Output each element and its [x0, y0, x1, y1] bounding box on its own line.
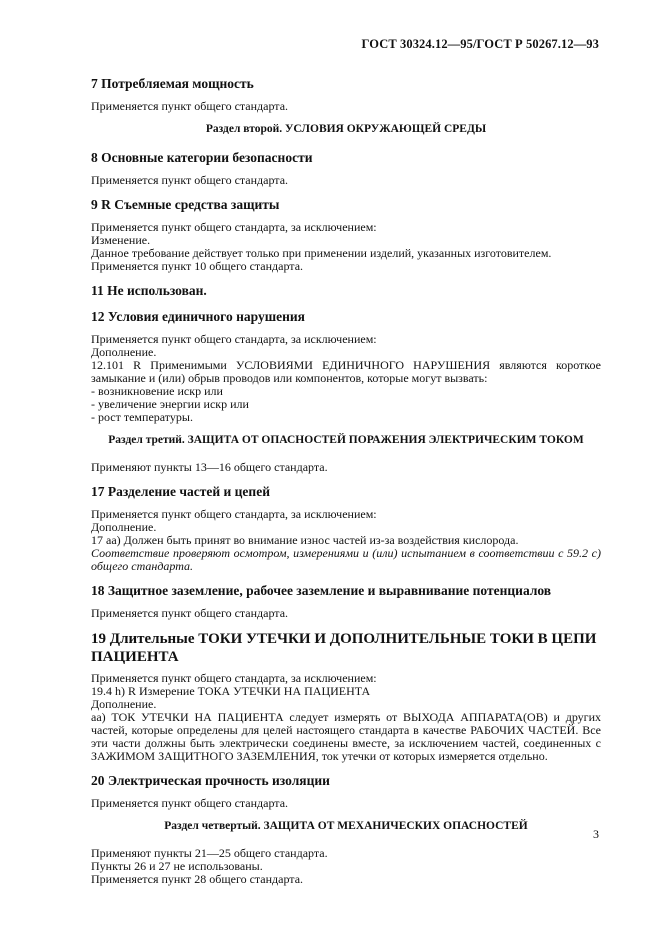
section-title: 20 Электрическая прочность изоляции: [91, 773, 330, 788]
part-heading-4: Раздел четвертый. ЗАЩИТА ОТ МЕХАНИЧЕСКИХ ОПАСНОСТЕЙ: [164, 820, 528, 832]
section-7: [91, 76, 601, 113]
page-number: 3: [593, 827, 599, 841]
section-18: [91, 583, 601, 620]
paragraph: 19.4 h) R Измерение ТОКА УТЕЧКИ НА ПАЦИЕНТА: [91, 684, 371, 698]
document-body: [91, 76, 601, 896]
paragraph: Данное требование действует только при применении изделий, указанных изготовителем.: [91, 246, 552, 260]
section-title: 7 Потребляемая мощность: [91, 76, 254, 91]
section-title: 8 Основные категории безопасности: [91, 150, 313, 165]
paragraph: 12.101 R Применимыми УСЛОВИЯМИ ЕДИНИЧНОГО НАРУШЕНИЯ являются короткое замыкание и (или) обрыв проводов или компонентов, которые могут вызвать:: [91, 358, 601, 385]
page-header: ГОСТ 30324.12—95/ГОСТ Р 50267.12—93: [361, 37, 599, 51]
section-8: [91, 150, 601, 187]
section-12: [91, 309, 601, 424]
paragraph: Применяется пункт общего стандарта, за исключением:: [91, 507, 377, 521]
paragraph: Применяют пункты 13—16 общего стандарта.: [91, 460, 328, 474]
paragraph: аа) ТОК УТЕЧКИ НА ПАЦИЕНТА следует измерять от ВЫХОДА АППАРАТА(ОВ) и других частей, которые определены для целей настоящего стандарта в качестве РАБОЧИХ ЧАСТЕЙ. Все эти части должны быть электрически соединены вместе, за исключением частей, соединенных с ЗАЖИМОМ ЗАЩИТНОГО ЗАЗЕМЛЕНИЯ, ток утечки от которых измеряется отдельно.: [91, 710, 601, 763]
paragraph: Применяется пункт общего стандарта.: [91, 606, 289, 620]
part-4-intro: [91, 847, 601, 886]
section-title: 12 Условия единичного нарушения: [91, 309, 305, 324]
compliance-note: Соответствие проверяют осмотром, измерениями и (или) испытанием в соответствии с 59.2 с) общего стандарта.: [91, 546, 601, 573]
part-3-intro: [91, 461, 601, 474]
section-19: [91, 630, 601, 763]
paragraph: Применяется пункт общего стандарта, за исключением:: [91, 332, 377, 346]
section-title: 18 Защитное заземление, рабочее заземление и выравнивание потенциалов: [91, 583, 552, 598]
paragraph: Пункты 26 и 27 не использованы.: [91, 859, 263, 873]
paragraph: Применяется пункт общего стандарта, за исключением:: [91, 220, 377, 234]
paragraph: Дополнение.: [91, 345, 157, 359]
section-9: [91, 197, 601, 273]
paragraph: Применяется пункт общего стандарта.: [91, 173, 289, 187]
list-item: - возникновение искр или: [91, 384, 223, 398]
section-title: 19 Длительные ТОКИ УТЕЧКИ И ДОПОЛНИТЕЛЬНЫЕ ТОКИ В ЦЕПИ ПАЦИЕНТА: [91, 631, 597, 665]
section-title: 9 R Съемные средства защиты: [91, 197, 280, 212]
section-17: [91, 484, 601, 573]
paragraph: Применяется пункт общего стандарта, за исключением:: [91, 671, 377, 685]
section-title: 17 Разделение частей и цепей: [91, 484, 270, 499]
paragraph: Дополнение.: [91, 520, 157, 534]
paragraph: 17 аа) Должен быть принят во внимание износ частей из-за воздействия кислорода.: [91, 533, 519, 547]
list-item: - увеличение энергии искр или: [91, 397, 249, 411]
section-20: [91, 773, 601, 810]
part-heading-3: Раздел третий. ЗАЩИТА ОТ ОПАСНОСТЕЙ ПОРАЖЕНИЯ ЭЛЕКТРИЧЕСКИМ ТОКОМ: [108, 434, 584, 446]
paragraph: Применяется пункт общего стандарта.: [91, 796, 289, 810]
section-title: 11 Не использован.: [91, 283, 207, 298]
paragraph: Применяют пункты 21—25 общего стандарта.: [91, 846, 328, 860]
part-heading-2: Раздел второй. УСЛОВИЯ ОКРУЖАЮЩЕЙ СРЕДЫ: [205, 123, 487, 135]
paragraph: Применяется пункт 10 общего стандарта.: [91, 259, 304, 273]
paragraph: Применяется пункт 28 общего стандарта.: [91, 872, 304, 886]
paragraph: Применяется пункт общего стандарта.: [91, 99, 289, 113]
section-11: [91, 283, 601, 299]
paragraph: Дополнение.: [91, 697, 157, 711]
list-item: - рост температуры.: [91, 410, 193, 424]
paragraph: Изменение.: [91, 233, 151, 247]
